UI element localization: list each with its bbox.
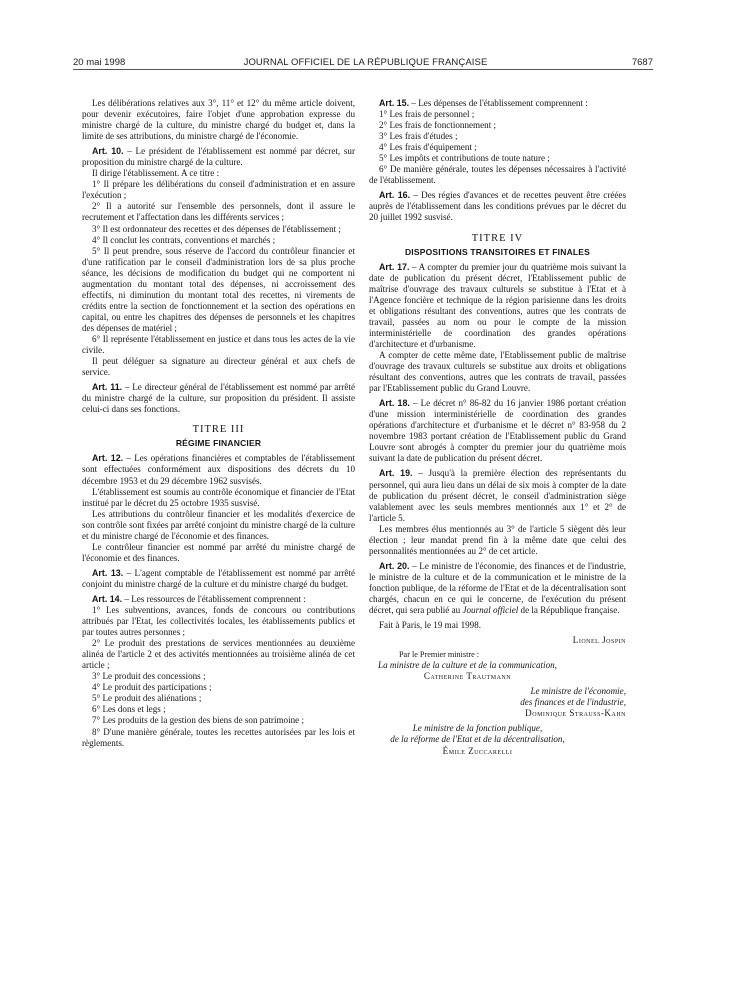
list-item: 4° Les frais d'équipement ; — [379, 142, 477, 153]
article-text: – A compter du premier jour du quatrième mois suivant la date de publication du présent décret, l'Etablissement public de maîtrise d'ouvrage des travaux culturels se substitue à l'Etat et à l'Agence foncière et technique de la région parisienne dans les droits et obligations résultant des conventions, autres que les contrats de travail, passées au nom ou pour le compte de la mission interministérielle de coordination des grandes opérations d'architecture et d'urbanisme. — [369, 261, 626, 349]
list-item: 4° Il conclut les contrats, conventions et marchés ; — [92, 234, 276, 245]
header-divider — [73, 69, 653, 70]
header-title: JOURNAL OFFICIEL DE LA RÉPUBLIQUE FRANÇAISE — [243, 57, 488, 68]
section-heading: RÉGIME FINANCIER — [175, 438, 262, 449]
signature-eco-role: Le ministre de l'économie, — [530, 686, 626, 697]
list-item: 1° Les frais de personnel ; — [379, 109, 475, 120]
article-label: Art. 12. — [92, 453, 124, 464]
list-item: 3° Il est ordonnateur des recettes et des dépenses de l'établissement ; — [92, 223, 341, 234]
paragraph: Les membres élus mentionnés au 3° de l'article 5 siègent dès leur élection ; leur mandat prend fin à la même date que celui des personnalités mentionnées au 2° de cet article. — [369, 523, 626, 556]
journal-officiel-text: Journal officiel — [462, 605, 519, 616]
left-column — [82, 98, 355, 749]
section-heading: DISPOSITIONS TRANSITOIRES ET FINALES — [404, 246, 591, 257]
list-item: 3° Le produit des concessions ; — [92, 671, 206, 682]
article-text: – Le directeur général de l'établissement est nommé par arrêté du ministre chargé de la culture, sur proposition du président. Il assiste celui-ci dans ses fonctions. — [82, 382, 355, 415]
article-text: – Les opérations financières et comptables de l'établissement sont effectuées conformément aux dispositions des décrets du 10 décembre 1953 et du 29 décembre 1962 susvisés. — [82, 453, 355, 486]
list-item: 8° D'une manière générale, toutes les recettes autorisées par les lois et règlements. — [82, 726, 355, 748]
article-text: – L'agent comptable de l'établissement est nommé par arrêté conjoint du ministre chargé de la culture et du ministre chargé du budget. — [82, 567, 355, 589]
article-text: – Le président de l'établissement est nommé par décret, sur proposition du ministre chargé de la culture. — [82, 146, 355, 168]
paragraph: Il peut déléguer sa signature au directeur général et aux chefs de service. — [82, 356, 355, 378]
list-item: 1° Il prépare les délibérations du conseil d'administration et en assure l'exécution ; — [82, 179, 355, 201]
page-number: 7687 — [631, 57, 653, 68]
list-item: 2° Le produit des prestations de services mentionnées au deuxième alinéa de l'article 2 et des activités mentionnées au troisième alinéa de cet article ; — [82, 638, 355, 671]
list-item: 6° Il représente l'établissement en justice et dans tous les actes de la vie civile. — [82, 333, 355, 356]
list-item: 5° Il peut prendre, sous réserve de l'accord du contrôleur financier et d'une ratification par le conseil d'administration lors de sa plus proche séance, les décisions de modification du budget qui ne comportent ni augmentation du montant total des dépenses, ni accroissement des effectifs, ni diminution du montant total des recettes, ni virements de crédits entre la section de fonctionnement et la section des opérations en capital, ou entre les chapitres des dépenses de personnels et les chapitres des dépenses de matériel ; — [82, 245, 355, 333]
article-label: Art. 10. — [92, 146, 124, 157]
signature-date: Fait à Paris, le 19 mai 1998. — [379, 620, 482, 631]
titre-heading: TITRE III — [192, 424, 245, 436]
article-label: Art. 17. — [379, 261, 410, 272]
paragraph: L'établissement est soumis au contrôle économique et financier de l'Etat institué par le décret du 25 octobre 1935 susvisé. — [82, 486, 355, 508]
signature-par: Par le Premier ministre : — [399, 650, 480, 660]
list-item: 6° Les dons et legs ; — [92, 704, 166, 715]
article-16 — [369, 190, 626, 223]
list-item: 4° Le produit des participations ; — [92, 682, 212, 693]
article-label: Art. 16. — [379, 190, 411, 201]
signature-eco-name: Dominique Strauss-Kahn — [525, 708, 626, 719]
article-17 — [369, 262, 626, 350]
article-14 — [82, 594, 355, 605]
signature-fp-role: Le ministre de la fonction publique, — [412, 723, 543, 734]
signature-fp-role-2: de la réforme de l'Etat et de la décentralisation, — [390, 734, 565, 745]
article-text: – Des régies d'avances et de recettes peuvent être créées auprès de l'établissement dans les conditions prévues par le décret du 20 juillet 1992 susvisé. — [369, 190, 627, 223]
article-20 — [369, 561, 626, 616]
list-item: 2° Il a autorité sur l'ensemble des personnels, dont il assure le recrutement et l'affectation dans les différents services ; — [82, 201, 355, 223]
article-19 — [369, 468, 626, 523]
signature-fp-name: Émile Zuccarelli — [442, 745, 513, 756]
article-13 — [82, 568, 355, 590]
paragraph: Il dirige l'établissement. A ce titre : — [92, 168, 220, 179]
article-label: Art. 11. — [92, 382, 123, 393]
signature-eco-role-2: des finances et de l'industrie, — [520, 697, 626, 708]
header-date: 20 mai 1998 — [73, 57, 126, 68]
article-label: Art. 20. — [379, 560, 410, 571]
article-11 — [82, 382, 355, 415]
article-18 — [369, 398, 626, 464]
article-text: – Le décret n° 86-82 du 16 janvier 1986 portant création d'une mission interministérielle de coordination des grandes opérations d'architecture et d'urbanisme et le décret n° 83-958 du 2 novembre 1983 portant création de l'Etablissement public du Grand Louvre sont abrogés à compter du premier jour du quatrième mois suivant la date de publication du présent décret. — [369, 398, 627, 464]
paragraph: Le contrôleur financier est nommé par arrêté du ministre chargé de l'économie et des finances. — [82, 541, 355, 563]
article-label: Art. 18. — [379, 398, 410, 409]
list-item: 2° Les frais de fonctionnement ; — [379, 120, 497, 131]
signature-culture-role: La ministre de la culture et de la communication, — [378, 660, 557, 671]
article-15 — [369, 98, 626, 109]
article-text: – Jusqu'à la première élection des représentants du personnel, qui aura lieu dans un délai de six mois à compter de la date de publication du présent décret, le conseil d'administration siège valablement avec les seuls membres mentionnés aux 1° et 2° de l'article 5. — [369, 468, 626, 523]
list-item: 6° De manière générale, toutes les dépenses nécessaires à l'activité de l'établissement. — [369, 164, 626, 186]
article-text: – Les dépenses de l'établissement comprennent : — [409, 98, 588, 108]
article-12 — [82, 453, 355, 486]
signature-pm: Lionel Jospin — [572, 635, 626, 646]
list-item: 5° Les impôts et contributions de toute nature ; — [379, 153, 550, 164]
article-text: de la République française. — [518, 605, 620, 616]
titre-heading: TITRE IV — [471, 232, 524, 244]
article-10 — [82, 146, 355, 168]
intro-paragraph: Les délibérations relatives aux 3°, 11° et 12° du même article doivent, pour devenir exécutoires, faire l'objet d'une approbation expresse du ministre chargé de la culture, du ministre chargé du budget et, dans la limite de ses attributions, du ministre chargé de l'économie. — [82, 98, 355, 142]
article-label: Art. 15. — [379, 98, 410, 108]
paragraph: Les attributions du contrôleur financier et les modalités d'exercice de son contrôle sont fixées par arrêté conjoint du ministre chargé de la culture et du ministre chargé de l'économie et des finances. — [82, 508, 355, 541]
article-text: – Les ressources de l'établissement comprennent : — [122, 593, 306, 604]
right-column — [369, 98, 626, 757]
article-label: Art. 13. — [92, 567, 124, 578]
list-item: 3° Les frais d'études ; — [379, 131, 458, 142]
list-item: 7° Les produits de la gestion des biens de son patrimoine ; — [92, 715, 304, 726]
article-label: Art. 19. — [379, 468, 413, 479]
list-item: 1° Les subventions, avances, fonds de concours ou contributions attribués par l'Etat, les collectivités locales, les établissements publics et par toutes autres personnes ; — [82, 605, 355, 638]
list-item: 5° Le produit des aliénations ; — [92, 693, 202, 704]
paragraph: A compter de cette même date, l'Etablissement public de maîtrise d'ouvrage des travaux culturels se substitue aux droits et obligations résultant des conventions, autres que les contrats de travail, passées par l'Etablissement public du Grand Louvre. — [369, 349, 626, 394]
article-text: – Le ministre de l'économie, des finances et de l'industrie, le ministre de la culture et de la communication et le ministre de la fonction publique, de la réforme de l'Etat et de la décentralisation sont chargés, chacun en ce qui le concerne, de l'exécution du présent décret, qui sera publié au — [369, 560, 627, 616]
article-label: Art. 14. — [92, 593, 123, 604]
signature-culture-name: Catherine Trautmann — [423, 671, 512, 682]
